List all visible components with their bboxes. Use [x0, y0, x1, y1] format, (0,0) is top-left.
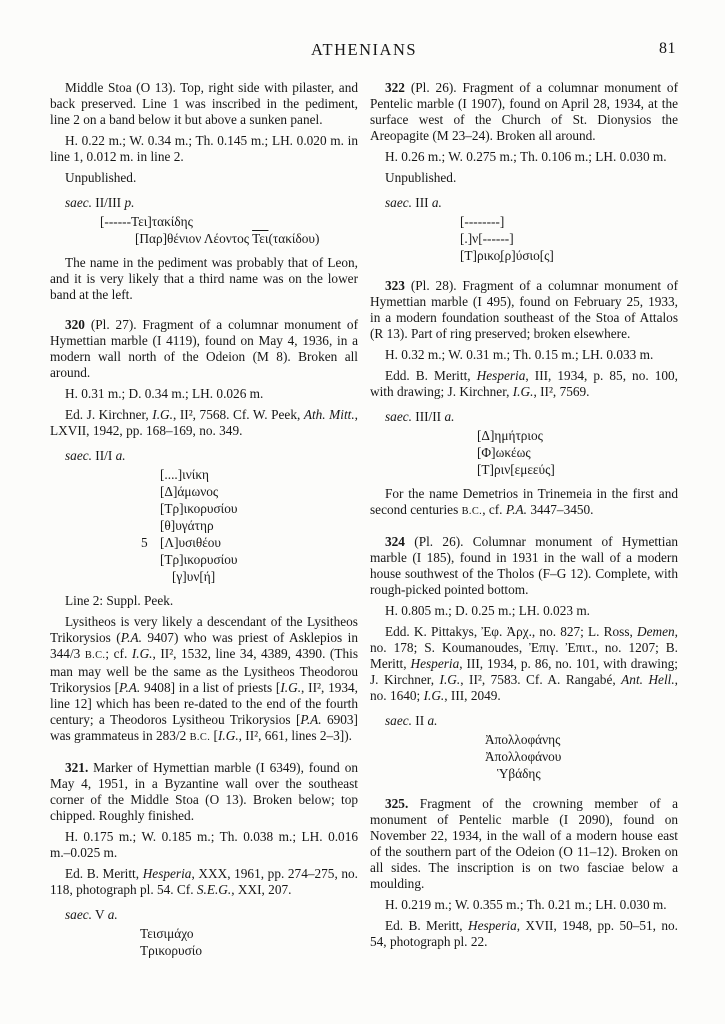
- inscription-line: [160, 551, 358, 568]
- running-head: ATHENIANS: [310, 40, 418, 59]
- inscription-text: Ὑβάδης: [497, 766, 541, 781]
- line-number: 5: [141, 535, 148, 550]
- inscription-text: [γ]υν[ή]: [172, 569, 216, 584]
- inscription-line: [140, 925, 358, 942]
- two-column-layout: [50, 80, 678, 967]
- entry-324-inscription: [370, 731, 678, 782]
- entry-319-continuation: [50, 80, 358, 303]
- left-column: [50, 80, 358, 967]
- inscription-text: [Τ]ρικο̣[ρ]ύσιο[ς]: [460, 248, 554, 263]
- inscription-line: [477, 461, 678, 478]
- inscription-text: [....]ινίκη: [160, 467, 209, 482]
- inscription-text: Τρικορυσίο: [140, 943, 203, 958]
- page-number: 81: [659, 40, 676, 57]
- entry-321-inscription: [50, 925, 358, 959]
- inscription-text: [.]ν[------]: [460, 231, 514, 246]
- entry-322-inscription: [370, 213, 678, 264]
- inscription-text: [------Τει]τακίδης: [100, 214, 193, 229]
- inscription-text: [Παρ]θένιον Λέοντος $\overline{T\varepsilon\iota}(\tau\alpha\kappa ί\delta o\upsilon)$: [135, 231, 320, 246]
- entry-322-dimensions: H. 0.26 m.; W. 0.275 m.; Th. 0.106 m.; LH. 0.030 m.: [385, 149, 667, 164]
- inscription-text: [Τ]ριν[εμεεύς]: [477, 462, 555, 477]
- entry-320-apparatus-note: Line 2: Suppl. Peek.: [65, 593, 174, 608]
- inscription-line: [460, 247, 678, 264]
- entry-323-commentary: For the name Demetrios in Trinemeia in the first and second centuries B.C., cf. P.A. 3447–3450.: [370, 486, 678, 517]
- entry-325-dimensions: H. 0.219 m.; W. 0.355 m.; Th. 0.21 m.; LH. 0.030 m.: [385, 897, 667, 912]
- right-column: [370, 80, 678, 967]
- entry-323-bibliography: Edd. B. Meritt, Hesperia, III, 1934, p. 85, no. 100, with drawing; J. Kirchner, I.G., II², 7569.: [370, 368, 678, 399]
- entry-324-heading: 324 (Pl. 26). Columnar monument of Hymettian marble (I 185), found in 1931 in the wall of a modern house southwest of the Tholos (F–G 12). Complete, with rough-picked pointed bottom.: [370, 534, 678, 597]
- inscription-line: [485, 731, 678, 748]
- inscription-line: [460, 230, 678, 247]
- inscription-line: [100, 213, 358, 230]
- entry-321-bibliography: Ed. B. Meritt, Hesperia, XXX, 1961, pp. 274–275, no. 118, photograph pl. 54. Cf. S.E.G., XXI, 207.: [50, 866, 358, 897]
- inscription-line: [460, 213, 678, 230]
- entry-320-dimensions: H. 0.31 m.; D. 0.34 m.; LH. 0.026 m.: [65, 386, 264, 401]
- entry-320-bibliography: Ed. J. Kirchner, I.G., II², 7568. Cf. W. Peek, Ath. Mitt., LXVII, 1942, pp. 168–169, no. 349.: [50, 407, 358, 438]
- entry-323-dimensions: H. 0.32 m.; W. 0.31 m.; Th. 0.15 m.; LH. 0.033 m.: [385, 347, 654, 362]
- inscription-line: [477, 444, 678, 461]
- entry-321: [50, 760, 358, 959]
- entry-322: [370, 80, 678, 264]
- inscription-text: [Λ]υσιθέου: [160, 535, 222, 550]
- publication-status: Unpublished.: [65, 170, 137, 185]
- entry-320-inscription: [50, 466, 358, 585]
- inscription-line: [141, 534, 358, 551]
- inscription-line: [135, 230, 358, 247]
- inscription-text: Ἀπολλοφάνου: [485, 749, 562, 764]
- inscription-text: Ἀπολλοφάνης: [485, 732, 561, 747]
- entry-324: [370, 534, 678, 782]
- inscription-block: [50, 213, 358, 247]
- entry-324-bibliography: Edd. K. Pittakys, Ἐφ. Ἀρχ., no. 827; L. Ross, Demen, no. 178; S. Koumanoudes, Ἐπιγ. Ἐπιτ., no. 1207; B. Meritt, Hesperia, III, 1934, p. 86, no. 101, with drawing; J. Kirchner, I.G., II², 7583. Cf. A. Rangabé, Ant. Hell., no. 1640; I.G., III, 2049.: [370, 624, 678, 703]
- entry-321-dimensions: H. 0.175 m.; W. 0.185 m.; Th. 0.038 m.; LH. 0.016 m.–0.025 m.: [50, 829, 358, 860]
- entry-325: [370, 796, 678, 950]
- inscription-text: Τεισιμάχο: [140, 926, 194, 941]
- inscription-text: [θ]υγάτηρ: [160, 518, 214, 533]
- inscription-text: [Τρ]ικορυσίου: [160, 501, 238, 516]
- date-line: saec. II/III p.: [65, 195, 135, 210]
- entry-322-date: saec. III a.: [385, 195, 442, 210]
- entry-325-heading: 325. Fragment of the crowning member of a monument of Pentelic marble (I 2090), found on November 22, 1934, in the wall of a modern house east of the southern part of the Odeion (O 11–12). Broken on all sides. The inscription is on two fasciae below a moulding.: [370, 796, 678, 891]
- entry-321-heading: 321. Marker of Hymettian marble (I 6349), found on May 4, 1951, in a Byzantine wall over the southeast corner of the Middle Stoa (O 13). Broken below; top chipped. Roughly finished.: [50, 760, 358, 823]
- inscription-text: [Δ]άμωνος: [160, 484, 219, 499]
- provenance-paragraph: Middle Stoa (O 13). Top, right side with pilaster, and back preserved. Line 1 was inscribed in the pediment, line 2 on a band below it but above a sunken panel.: [50, 80, 358, 127]
- entry-322-publication-status: Unpublished.: [385, 170, 457, 185]
- entry-323: [370, 278, 678, 520]
- commentary-paragraph: The name in the pediment was probably that of Leon, and it is very likely that a third name was on the lower band at the left.: [50, 255, 358, 302]
- entry-321-date: saec. V a.: [65, 907, 118, 922]
- entry-320: [50, 317, 358, 746]
- entry-324-date: saec. II a.: [385, 713, 438, 728]
- inscription-line: [477, 427, 678, 444]
- inscription-line: [485, 748, 678, 765]
- entry-325-bibliography: Ed. B. Meritt, Hesperia, XVII, 1948, pp. 50–51, no. 54, photograph pl. 22.: [370, 918, 679, 949]
- inscription-text: [--------]: [460, 214, 505, 229]
- entry-320-heading: 320 (Pl. 27). Fragment of a columnar monument of Hymettian marble (I 4119), found on May 4, 1936, in a modern wall north of the Odeion (M 8). Broken all around.: [50, 317, 358, 380]
- inscription-text: [Τρ]ικορυσίου: [160, 552, 238, 567]
- entry-323-heading: 323 (Pl. 28). Fragment of a columnar monument of Hymettian marble (I 495), found on February 25, 1933, in a modern foundation southeast of the Stoa of Attalos (R 13). Part of ring preserved; broken elsewhere.: [370, 278, 678, 341]
- entry-324-dimensions: H. 0.805 m.; D. 0.25 m.; LH. 0.023 m.: [385, 603, 590, 618]
- entry-322-heading: 322 (Pl. 26). Fragment of a columnar monument of Pentelic marble (I 1907), found on April 28, 1934, at the surface west of the Church of St. Dionysios the Areopagite (M 23–24). Broken all around.: [370, 80, 678, 143]
- entry-320-commentary: Lysitheos is very likely a descendant of the Lysitheos Trikorysios (P.A. 9407) who was priest of Asklepios in 344/3 B.C.; cf. I.G., II², 1532, line 34, 4389, 4390. (This man may well be the same as the Lysitheos Theodorou Trikorysios [P.A. 9408] in a list of priests [I.G., II², 1934, line 12] which has been re-dated to the end of the fourth century; a Theodoros Lysitheou Trikorysios [P.A. 6903] was grammateus in 283/2 B.C. [I.G., II², 661, lines 2–3]).: [50, 614, 358, 743]
- inscription-text: [Φ]ωκέως: [477, 445, 531, 460]
- page-header: [50, 40, 678, 62]
- inscription-line: [497, 765, 678, 782]
- inscription-line: [140, 942, 358, 959]
- entry-320-date: saec. II/I a.: [65, 448, 126, 463]
- entry-323-inscription: [370, 427, 678, 478]
- entry-323-date: saec. III/II a.: [385, 409, 455, 424]
- inscription-line: [160, 517, 358, 534]
- inscription-line: [160, 483, 358, 500]
- inscription-line: [172, 568, 358, 585]
- inscription-line: [160, 500, 358, 517]
- inscription-text: [Δ]ημήτριος: [477, 428, 543, 443]
- inscription-line: [160, 466, 358, 483]
- dimensions-line: H. 0.22 m.; W. 0.34 m.; Th. 0.145 m.; LH. 0.020 m. in line 1, 0.012 m. in line 2.: [50, 133, 358, 164]
